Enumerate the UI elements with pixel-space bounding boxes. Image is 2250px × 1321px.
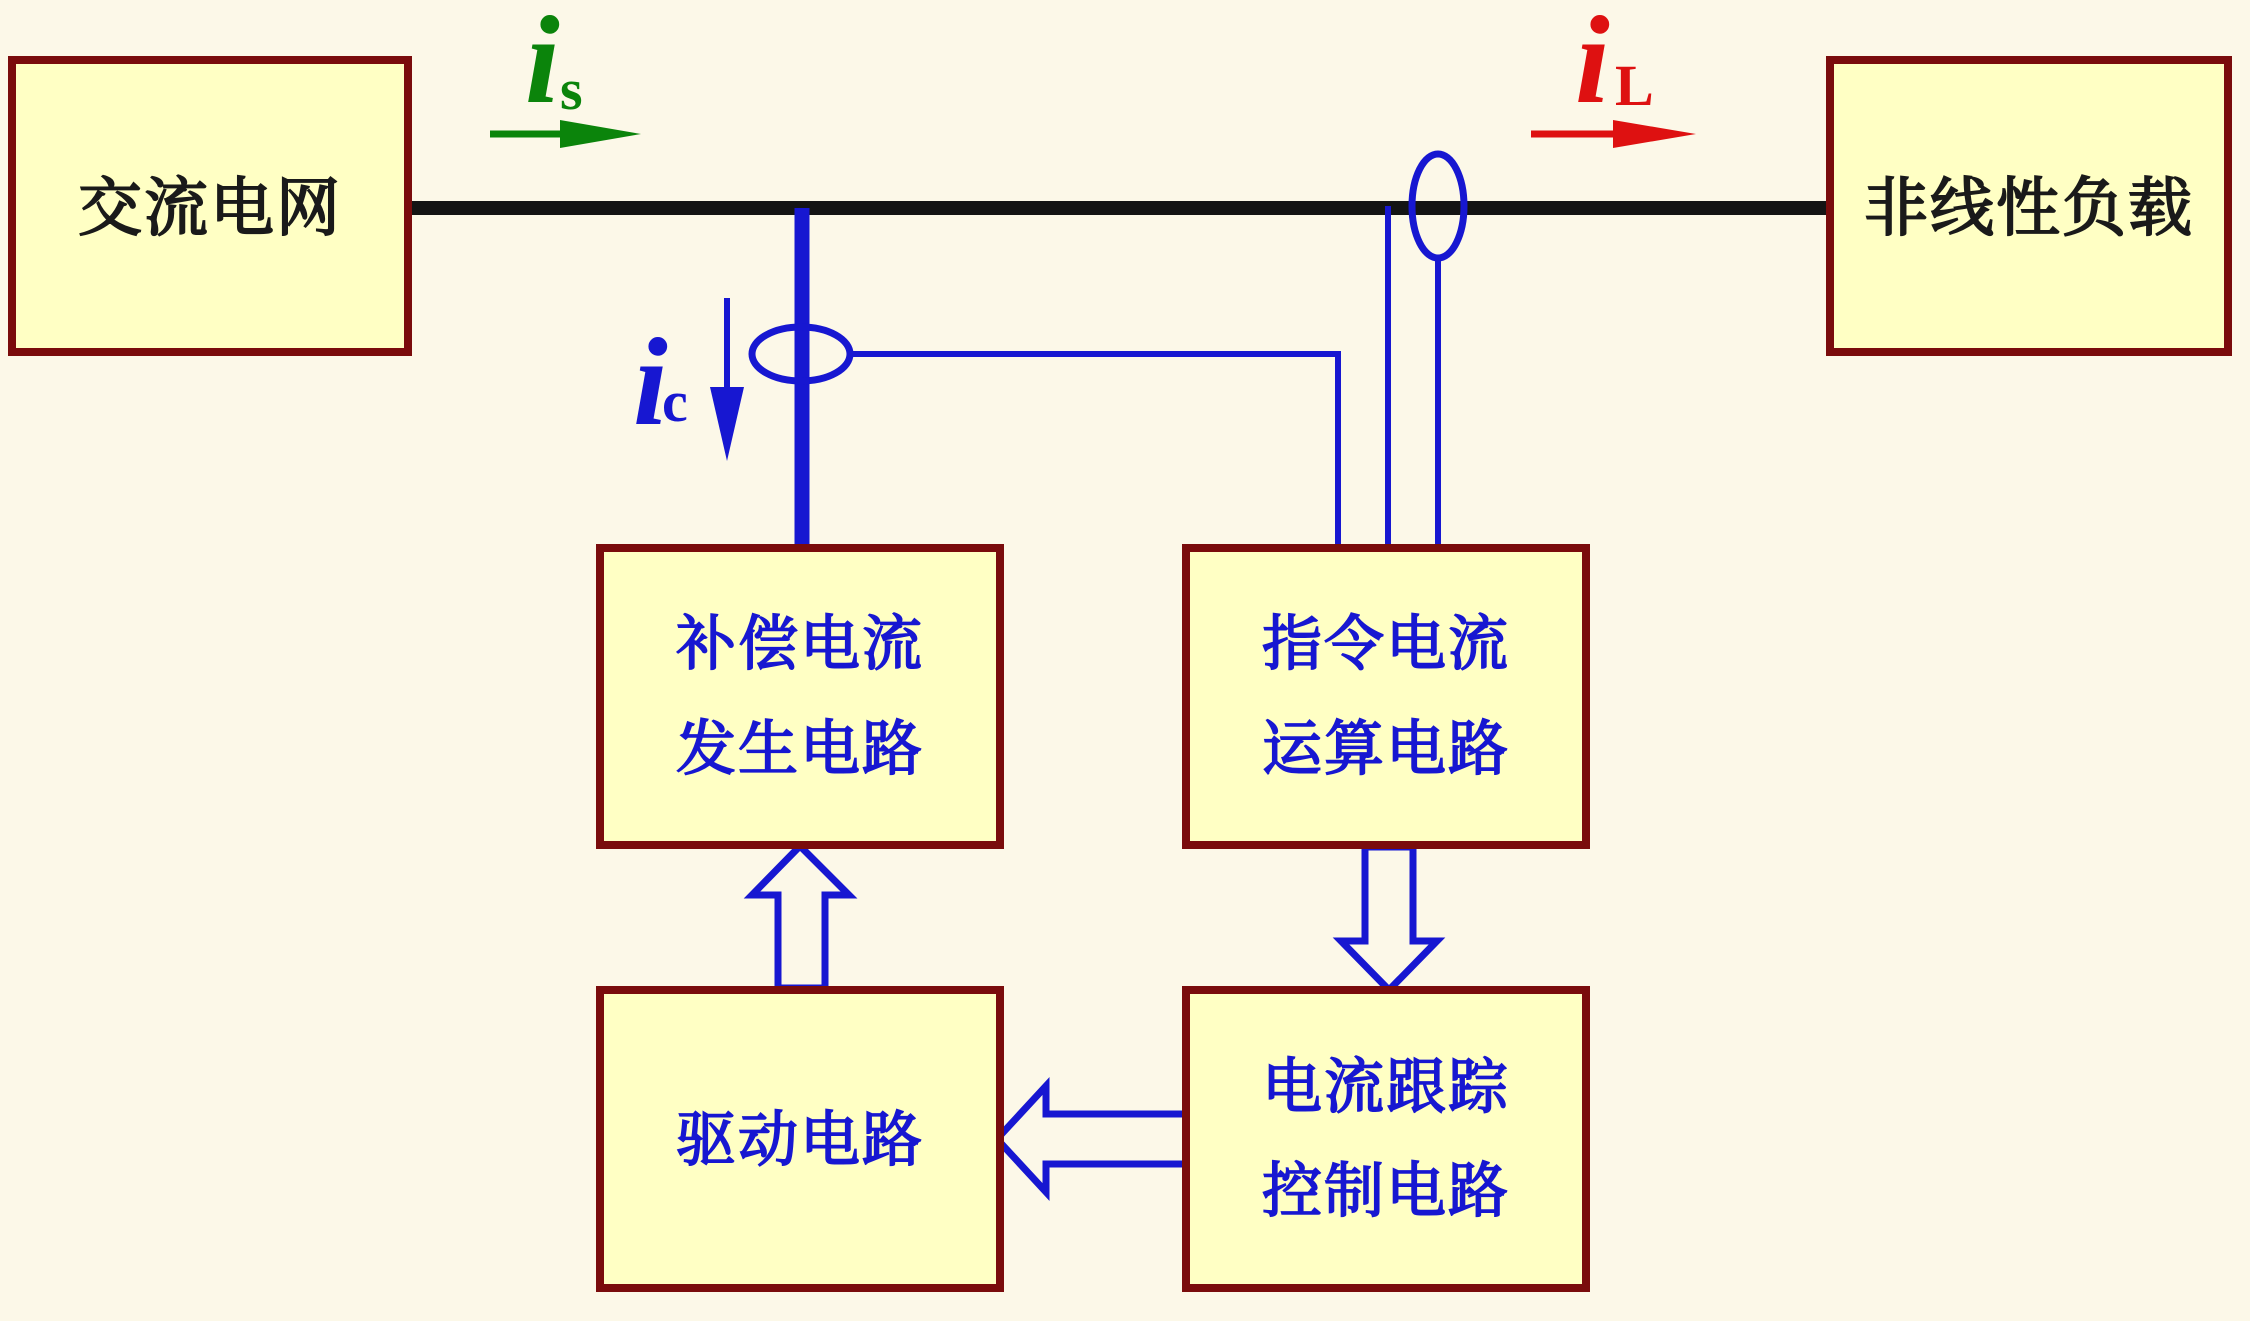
compensation-generator-box	[600, 548, 1000, 845]
current-tracking-controller-block	[1186, 990, 1586, 1288]
compensation-current-subscript: c	[662, 369, 688, 434]
load-current-symbol: i	[1575, 0, 1610, 130]
power-bus-line	[408, 201, 1830, 215]
compensation-current-generator-block	[600, 548, 1000, 845]
tracking-to-driver-arrow	[997, 1086, 1188, 1192]
source-current-symbol: i	[525, 0, 560, 130]
nonlinear-load-label: 非线性负载	[1864, 172, 2194, 244]
compensation-generator-label-line2: 发生电路	[676, 715, 924, 783]
drive-circuit-block	[600, 990, 1000, 1288]
tracking-controller-box	[1186, 990, 1586, 1288]
source-current-subscript: s	[560, 57, 583, 122]
load-arrow-head	[1613, 120, 1696, 148]
tracking-controller-label-line1: 电流跟踪	[1262, 1053, 1510, 1121]
source-arrow-head	[560, 120, 641, 148]
ac-power-grid-block	[12, 60, 408, 352]
command-calculator-label-line2: 运算电路	[1262, 715, 1510, 783]
load-current-label	[1575, 0, 1654, 130]
compensation-generator-label-line1: 补偿电流	[676, 610, 924, 678]
load-current-subscript: L	[1615, 53, 1654, 118]
drive-circuit-label: 驱动电路	[676, 1106, 924, 1174]
command-calculator-box	[1186, 548, 1586, 845]
source-current-arrow	[490, 120, 641, 148]
source-current-label	[525, 0, 583, 130]
driver-to-generator-arrow	[752, 846, 849, 988]
compensation-arrow-head	[710, 387, 744, 461]
compensation-current-label	[633, 314, 688, 452]
load-current-arrow	[1531, 120, 1696, 148]
nonlinear-load-block	[1830, 60, 2228, 352]
compensation-ct-sense-line	[849, 354, 1338, 548]
tracking-controller-label-line2: 控制电路	[1262, 1157, 1510, 1225]
compensation-current-symbol: i	[633, 314, 668, 452]
compensation-current-arrow	[710, 298, 744, 461]
ac-power-grid-label: 交流电网	[78, 172, 342, 244]
command-current-calculator-block	[1186, 548, 1586, 845]
calculator-to-tracking-arrow	[1341, 847, 1437, 990]
command-calculator-label-line1: 指令电流	[1262, 610, 1510, 678]
